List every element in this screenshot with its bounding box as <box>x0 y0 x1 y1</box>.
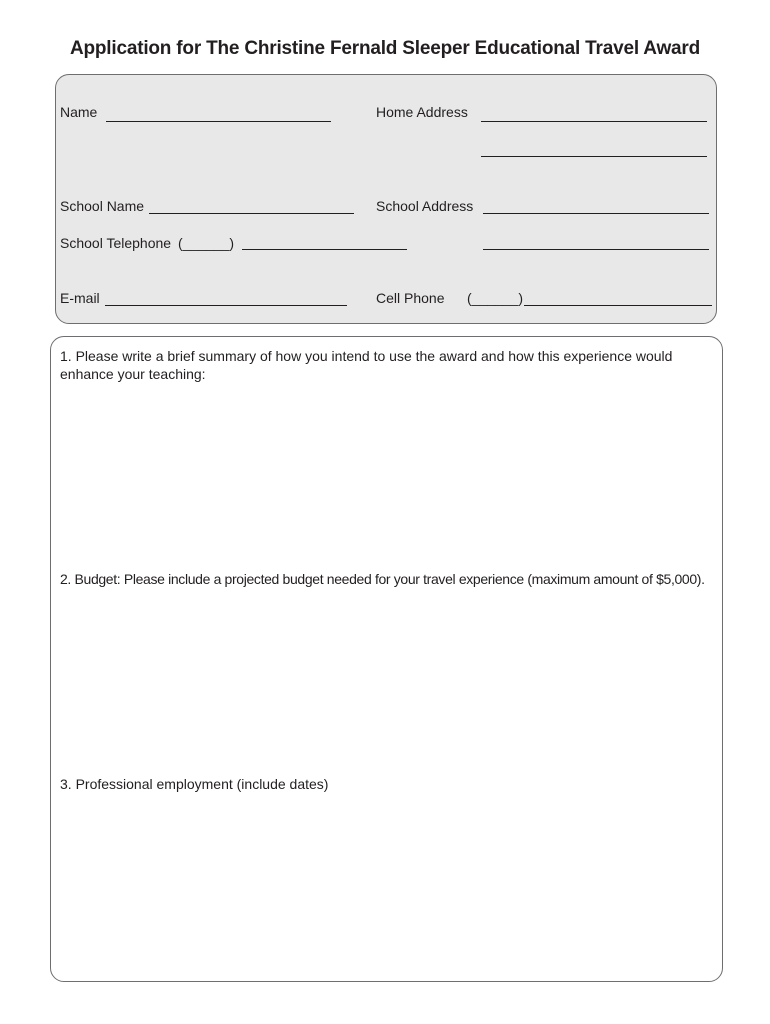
applicant-info-section <box>55 74 717 324</box>
school-address-field-line2[interactable] <box>483 249 709 250</box>
question-1-summary: 1. Please write a brief summary of how you intend to use the award and how this experience would enhance your teaching: <box>60 348 673 382</box>
school-telephone-label <box>60 235 171 251</box>
name-field[interactable] <box>106 121 331 122</box>
school-telephone-area-code[interactable]: (______) <box>178 235 235 251</box>
school-telephone-label-text: School Telephone <box>60 235 172 251</box>
name-label: Name <box>60 104 98 120</box>
question-3-employment: 3. Professional employment (include dates) <box>60 776 329 792</box>
school-name-label: School Name <box>60 198 145 214</box>
email-label: E-mail <box>60 290 100 306</box>
question-2-budget: 2. Budget: Please include a projected budget needed for your travel experience (maximum amount of $5,000). <box>60 571 705 587</box>
school-name-field[interactable] <box>149 213 354 214</box>
cell-phone-label: Cell Phone <box>376 290 445 306</box>
home-address-label: Home Address <box>376 104 468 120</box>
form-title: Application for The Christine Fernald Sleeper Educational Travel Award <box>69 38 701 59</box>
email-field[interactable] <box>105 305 347 306</box>
home-address-field-line2[interactable] <box>481 156 707 157</box>
school-telephone-field[interactable] <box>242 249 407 250</box>
questions-section <box>50 336 723 982</box>
school-address-field[interactable] <box>483 213 709 214</box>
home-address-field[interactable] <box>481 121 707 122</box>
cell-phone-field[interactable] <box>524 305 712 306</box>
cell-phone-area-code[interactable]: (______) <box>467 290 524 306</box>
school-address-label: School Address <box>376 198 474 214</box>
